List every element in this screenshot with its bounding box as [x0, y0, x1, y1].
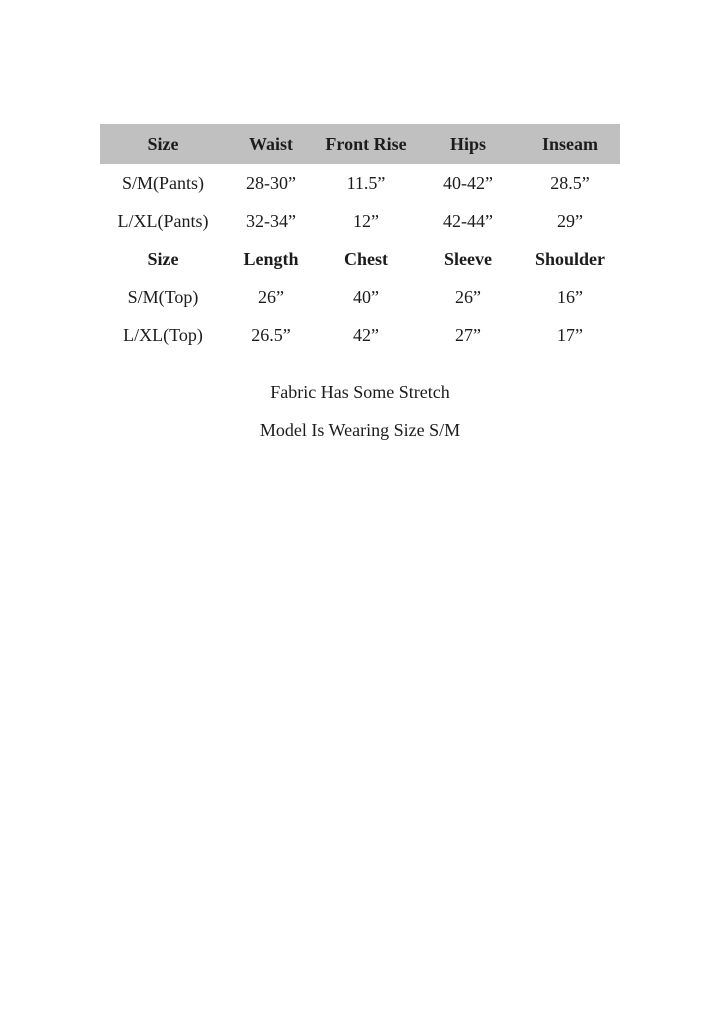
cell-hips: 40-42”: [443, 172, 493, 193]
cell-front-rise: 12”: [353, 210, 379, 231]
cell-chest: 42”: [353, 324, 379, 345]
cell-front-rise: 11.5”: [346, 172, 386, 193]
size-chart-table: [100, 124, 620, 354]
top-header-row: [100, 240, 620, 278]
top-header-length: Length: [243, 248, 299, 269]
top-header-chest: Chest: [344, 248, 388, 269]
row-label: L/XL(Pants): [117, 210, 209, 231]
cell-hips: 42-44”: [443, 210, 493, 231]
table-row-pants-lxl: [100, 202, 620, 240]
top-header-sleeve: Sleeve: [444, 248, 492, 269]
cell-sleeve: 27”: [455, 324, 481, 345]
note-fabric-stretch: Fabric Has Some Stretch: [270, 382, 450, 402]
table-row-pants-sm: [100, 164, 620, 202]
table-row-top-sm: [100, 278, 620, 316]
cell-length: 26.5”: [251, 324, 291, 345]
top-header-shoulder: Shoulder: [534, 248, 606, 269]
cell-length: 26”: [258, 286, 284, 307]
pants-header-hips: Hips: [449, 133, 487, 154]
row-label: S/M(Top): [127, 286, 199, 307]
cell-waist: 28-30”: [246, 172, 296, 193]
cell-shoulder: 17”: [557, 324, 583, 345]
cell-waist: 32-34”: [246, 210, 296, 231]
row-label: L/XL(Top): [123, 324, 203, 345]
top-header-size: Size: [147, 248, 179, 269]
note-model-size: Model Is Wearing Size S/M: [259, 420, 461, 440]
pants-header-front-rise: Front Rise: [325, 133, 407, 154]
notes: [100, 373, 620, 449]
row-label: S/M(Pants): [121, 172, 204, 193]
cell-inseam: 29”: [557, 210, 583, 231]
cell-shoulder: 16”: [557, 286, 583, 307]
pants-header-row: [100, 124, 620, 164]
cell-inseam: 28.5”: [550, 172, 590, 193]
cell-sleeve: 26”: [455, 286, 481, 307]
pants-header-size: Size: [147, 133, 179, 154]
pants-header-inseam: Inseam: [541, 133, 598, 154]
table-row-top-lxl: [100, 316, 620, 354]
cell-chest: 40”: [353, 286, 379, 307]
pants-header-waist: Waist: [248, 133, 293, 154]
